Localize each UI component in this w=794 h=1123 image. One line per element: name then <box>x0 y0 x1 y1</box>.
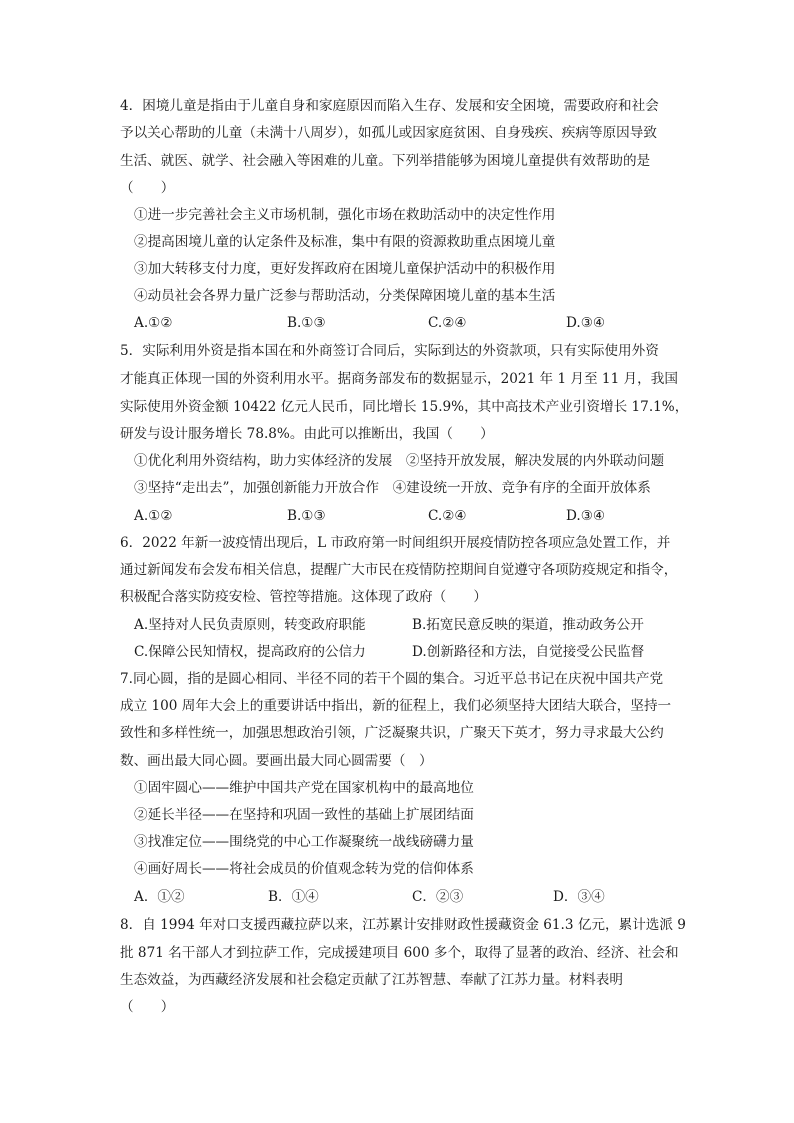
option-d: D.③④ <box>566 315 606 331</box>
statement-1: ①固牢圆心——维护中国共产党在国家机构中的最高地位 <box>134 780 474 796</box>
option-a: A．①② <box>134 889 185 905</box>
question-text-line: 才能真正体现一国的外资利用水平。据商务部发布的数据显示，2021 年 1 月至 11 月，我国 <box>120 371 678 387</box>
question-text-line: 批 871 名干部人才到拉萨工作，完成援建项目 600 多个，取得了显著的政治、经济、社会和 <box>120 945 679 961</box>
question-text-line: 5．实际利用外资是指本国在和外商签订合同后，实际到达的外资款项，只有实际使用外资 <box>120 343 659 359</box>
question-text-line: 生态效益，为西藏经济发展和社会稳定贡献了江苏智慧、奉献了江苏力量。材料表明 <box>120 972 623 988</box>
question-text-line: 予以关心帮助的儿童（未满十八周岁），如孤儿或因家庭贫困、自身残疾、疾病等原因导致 <box>120 125 657 141</box>
option-b: B．①④ <box>268 889 319 905</box>
option-c: C．②③ <box>412 889 464 905</box>
statement-row-1: ①优化利用外资结构，助力实体经济的发展 ②坚持开放发展，解决发展的内外联动问题 <box>134 453 665 469</box>
question-text-line: 实际使用外资金额 10422 亿元人民币，同比增长 15.9%，其中高技术产业引资增长 17.1%， <box>120 399 689 415</box>
option-b: B.①③ <box>287 315 326 331</box>
question-text-line: 7.同心圆，指的是圆心相同、半径不同的若干个圆的集合。习近平总书记在庆祝中国共产党 <box>120 671 664 687</box>
question-text-line: 8．自 1994 年对口支援西藏拉萨以来，江苏累计安排财政性援藏资金 61.3 亿元，累计选派 9 <box>120 917 686 933</box>
statement-3: ③找准定位——围绕党的中心工作凝聚统一战线磅礴力量 <box>134 834 474 850</box>
statement-2: ②提高困境儿童的认定条件及标准，集中有限的资源救助重点困境儿童 <box>134 234 556 250</box>
question-text-line: 4．困境儿童是指由于儿童自身和家庭原因而陷入生存、发展和安全困境，需要政府和社会 <box>120 98 659 114</box>
question-text-line: 生活、就医、就学、社会融入等困难的儿童。下列举措能够为困境儿童提供有效帮助的是 <box>120 153 651 169</box>
option-a: A.①② <box>134 508 173 524</box>
option-c: C.②④ <box>428 315 467 331</box>
question-text-line: 6．2022 年新一波疫情出现后，L 市政府第一时间组织开展疫情防控各项应急处置工作，并 <box>120 535 671 551</box>
option-b: B.拓宽民意反映的渠道，推动政务公开 <box>412 617 644 633</box>
option-d: D.③④ <box>566 508 606 524</box>
answer-blank: （ ） <box>120 180 175 196</box>
option-c: C.保障公民知情权，提高政府的公信力 <box>134 644 366 660</box>
option-a: A.①② <box>134 315 173 331</box>
statement-1: ①进一步完善社会主义市场机制，强化市场在救助活动中的决定性作用 <box>134 207 556 223</box>
question-text-line: 通过新闻发布会发布相关信息，提醒广大市民在疫情防控期间自觉遵守各项防疫规定和指令， <box>120 562 678 578</box>
option-a: A.坚持对人民负责原则，转变政府职能 <box>134 617 366 633</box>
question-text-line: 研发与设计服务增长 78.8%。由此可以推断出，我国（ ） <box>120 426 494 442</box>
option-b: B.①③ <box>287 508 326 524</box>
question-text-line: 致性和多样性统一，加强思想政治引领，广泛凝聚共识，广聚天下英才，努力寻求最大公约 <box>120 725 664 741</box>
question-text-line: 数、画出最大同心圆。要画出最大同心圆需要（ ） <box>120 753 433 769</box>
option-c: C.②④ <box>428 508 467 524</box>
statement-4: ④动员社会各界力量广泛参与帮助活动，分类保障困境儿童的基本生活 <box>134 288 556 304</box>
statement-row-2: ③坚持“走出去”，加强创新能力开放合作 ④建设统一开放、竞争有序的全面开放体系 <box>134 480 651 496</box>
answer-blank: （ ） <box>120 999 175 1015</box>
statement-3: ③加大转移支付力度，更好发挥政府在困境儿童保护活动中的积极作用 <box>134 261 556 277</box>
option-d: D.创新路径和方法，自觉接受公民监督 <box>412 644 645 660</box>
statement-2: ②延长半径——在坚持和巩固一致性的基础上扩展团结面 <box>134 807 474 823</box>
option-d: D．③④ <box>553 889 605 905</box>
statement-4: ④画好周长——将社会成员的价值观念转为党的信仰体系 <box>134 861 474 877</box>
question-text-line: 成立 100 周年大会上的重要讲话中指出，新的征程上，我们必须坚持大团结大联合，坚持一 <box>120 698 672 714</box>
question-text-line: 积极配合落实防疫安检、管控等措施。这体现了政府（ ） <box>120 589 488 605</box>
